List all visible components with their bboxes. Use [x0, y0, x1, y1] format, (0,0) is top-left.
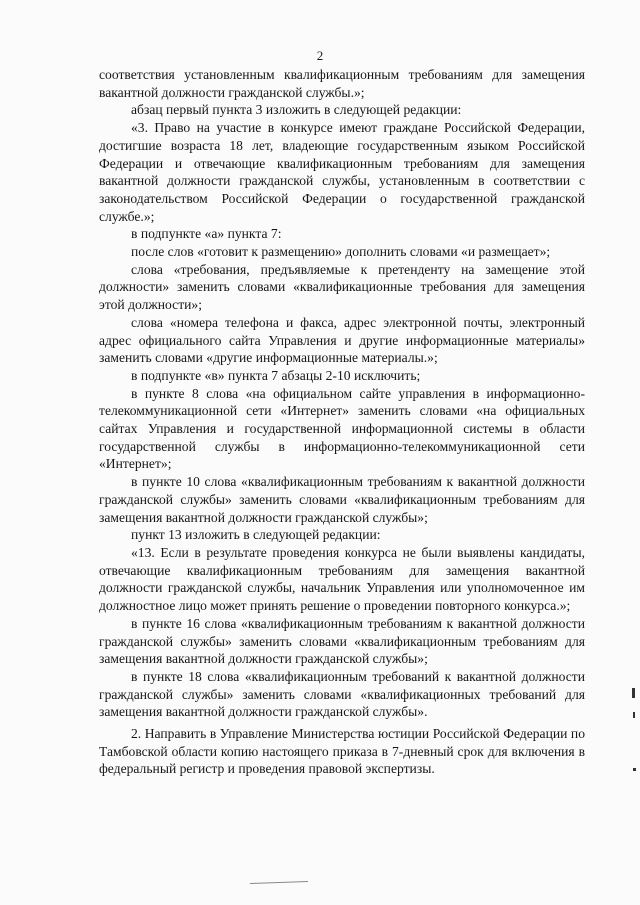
paragraph-section-2: 2. Направить в Управление Министерства юстиции Российской Федерации по Тамбовской области копию настоящего приказа в 7-дневный срок для включения в федеральный регистр и проведения правовой экспертизы.	[99, 726, 585, 777]
page-number: 2	[316, 48, 324, 63]
paragraph-item-13-text: «13. Если в результате проведения конкурса не были выявлены кандидаты, отвечающие квалификационным требованиям для замещения вакантной должности гражданской службы, начальник Управления или уполномоченное им должностное лицо может принять решение о проведении повторного конкурса.»;	[99, 544, 585, 614]
paragraph-item-3-text: «3. Право на участие в конкурсе имеют граждане Российской Федерации, достигшие возраста 18 лет, владеющие государственным языком Российской Федерации и отвечающие квалификационным требованиям для замещения вакантной должности гражданской службы, установленным в соответствии с законодательством Российской Федерации о государственной гражданской службе.»;	[99, 120, 585, 224]
paragraph-requirements-words: слова «требования, предъявляемые к претенденту на замещение этой должности» заменить словами «квалификационные требования для замещения этой должности»;	[99, 261, 585, 313]
scan-speck	[632, 688, 635, 698]
paragraph-item-16: в пункте 16 слова «квалификационным требованиям к вакантной должности гражданской службы» заменить словами «квалификационным требованиям для замещения вакантной должности гражданской службы»;	[99, 615, 585, 667]
paragraph-phone-fax-words: слова «номера телефона и факса, адрес электронной почты, электронный адрес официального сайта Управления и другие информационные материалы» заменить словами «другие информационные материалы.»;	[99, 314, 585, 366]
scan-artifact-line	[250, 881, 308, 884]
paragraph-item-13-intro: пункт 13 изложить в следующей редакции:	[131, 527, 381, 543]
paragraph-continuation: соответствия установленным квалификационным требованиям для замещения вакантной должности гражданской службы.»;	[99, 67, 585, 100]
scan-speck	[633, 712, 635, 718]
paragraph-item-18: в пункте 18 слова «квалификационным требований к вакантной должности гражданской службы» заменить словами «квалификационных требований для замещения вакантной должности гражданской службы».	[99, 668, 585, 720]
scan-speck	[633, 768, 636, 771]
paragraph-item-10: в пункте 10 слова «квалификационным требованиям к вакантной должности гражданской службы» заменить словами «квалификационным требованиям для замещения вакантной должности гражданской службы»;	[99, 474, 585, 525]
paragraph-after-words: после слов «готовит к размещению» дополнить словами «и размещает»;	[131, 244, 551, 260]
paragraph-amend-item-3: абзац первый пункта 3 изложить в следующей редакции:	[131, 102, 462, 118]
paragraph-subitem-v-item-7: в подпункте «в» пункта 7 абзацы 2-10 исключить;	[131, 367, 421, 383]
document-body	[99, 66, 585, 778]
paragraph-item-8: в пункте 8 слова «на официальном сайте управления в информационно-телекоммуникационной сети «Интернет» заменить словами «на официальных сайтах Управления и государственной информационной системы в области государственной службы в информационно-телекоммуникационной сети «Интернет»;	[99, 385, 585, 472]
paragraph-subitem-a-item-7: в подпункте «а» пункта 7:	[131, 226, 282, 242]
